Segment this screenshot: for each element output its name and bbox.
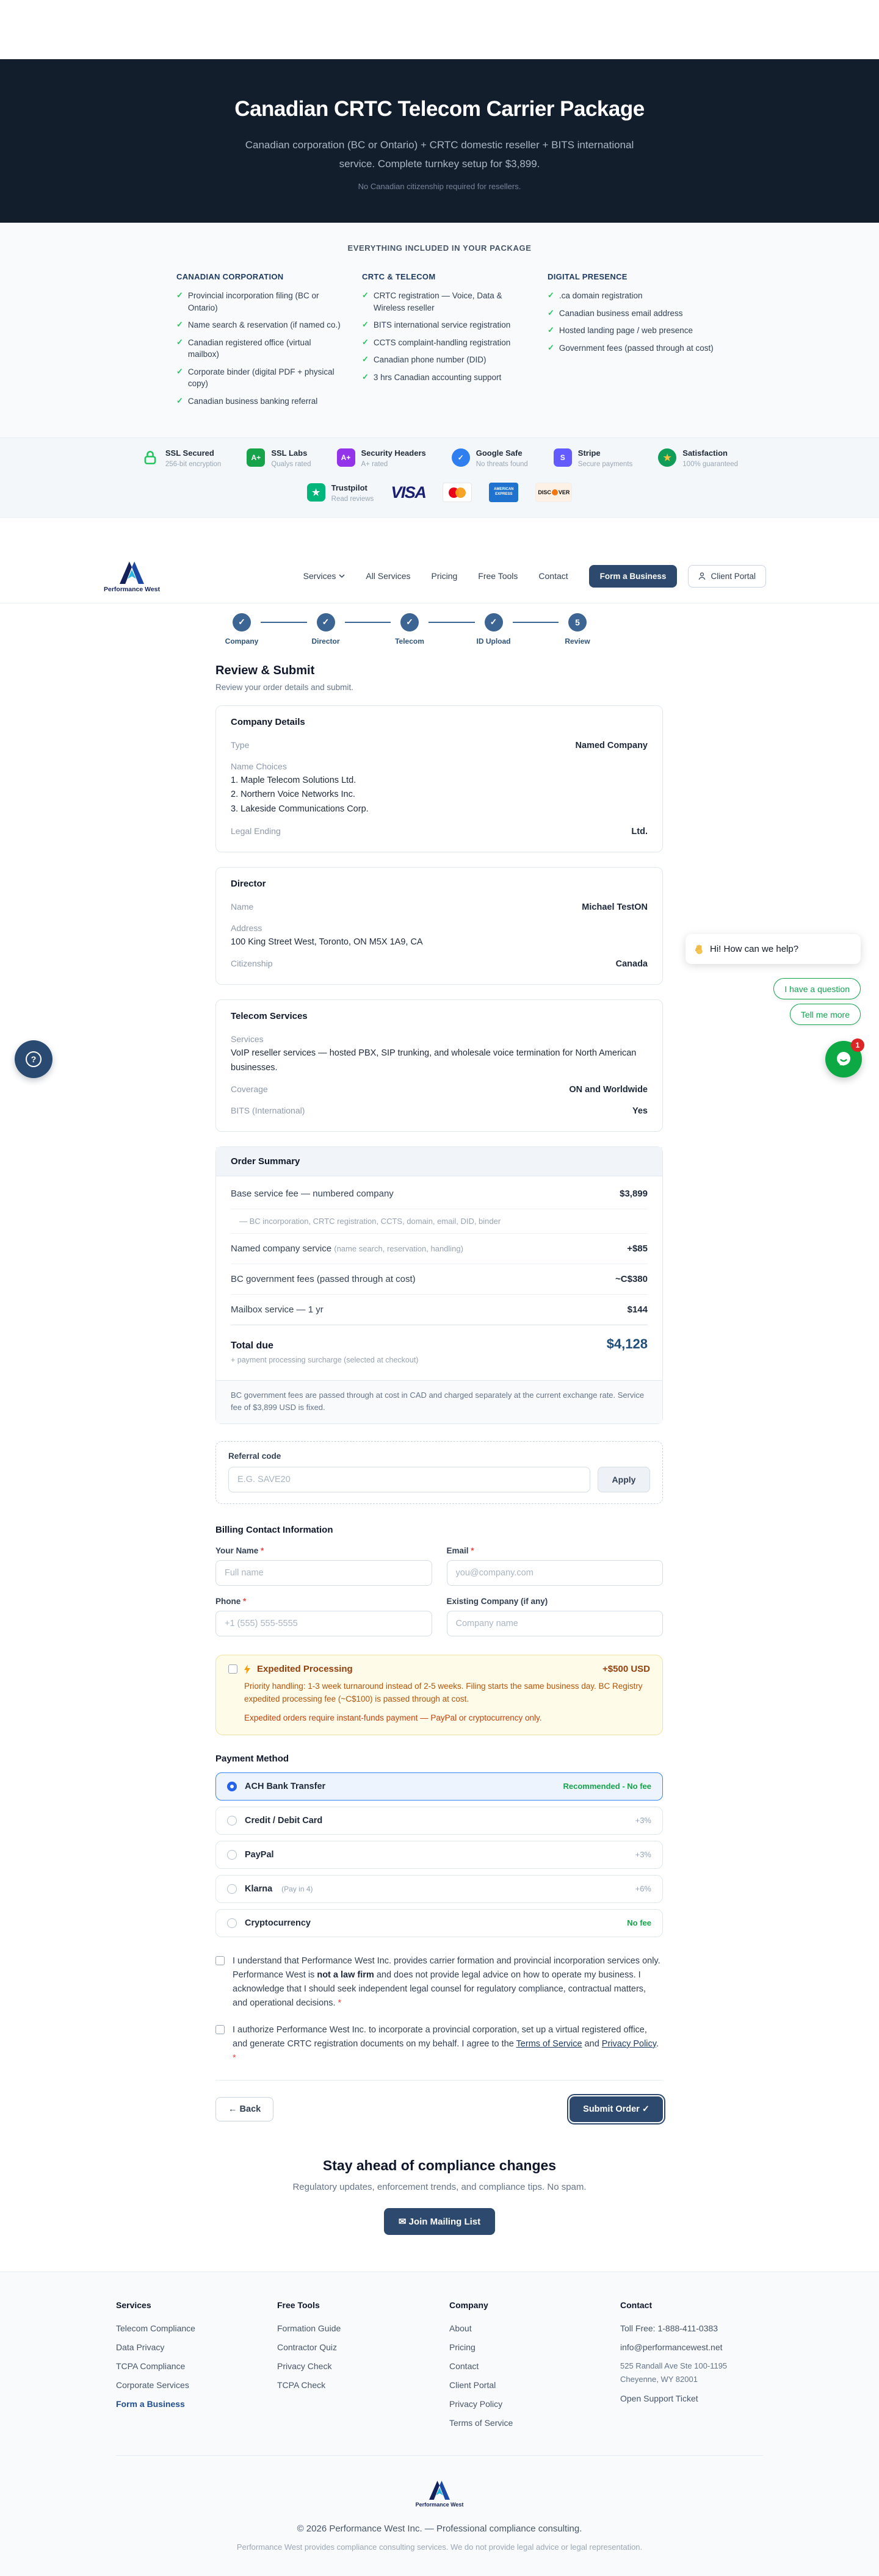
nav-item-free-tools[interactable]: Free Tools xyxy=(478,571,518,581)
order-summary-card xyxy=(215,1146,663,1424)
included-item: ✓ Canadian registered office (virtual mailbox) xyxy=(176,337,341,361)
brand-logo[interactable] xyxy=(104,559,160,593)
lightning-icon xyxy=(244,1664,251,1674)
services-value: VoIP reseller services — hosted PBX, SIP trunking, and wholesale voice termination for North American businesses. xyxy=(231,1048,637,1073)
payment-option[interactable]: Klarna (Pay in 4) +6% xyxy=(215,1875,663,1903)
footer-column-title: Services xyxy=(116,2300,151,2311)
agreement-row-disclaimer: I understand that Performance West Inc. provides carrier formation and provincial incorporation services only. Performance West is not a law firm and does not provide legal advice on how to operate my business. I acknowledge that I should seek independent legal counsel for regulatory compliance, contractual matters, and operational decisions. * xyxy=(215,1954,663,2011)
expedited-checkbox[interactable] xyxy=(228,1664,237,1674)
footer-link[interactable]: Pricing xyxy=(449,2342,476,2353)
nav-menu xyxy=(303,571,568,581)
radio-icon[interactable] xyxy=(227,1850,237,1860)
footer-link[interactable]: Privacy Check xyxy=(277,2361,332,2372)
required-asterisk: * xyxy=(471,1546,474,1556)
arrow-left-icon: ← xyxy=(228,2104,237,2115)
check-icon: ✓ xyxy=(362,354,369,364)
nav-item-all-services[interactable]: All Services xyxy=(366,571,411,581)
director-citizenship-row: Citizenship Canada xyxy=(231,959,648,970)
badge-stripe: S Stripe Secure payments xyxy=(554,448,633,468)
step-connector xyxy=(513,622,559,623)
footer-link[interactable]: Open Support Ticket xyxy=(620,2394,698,2404)
check-icon: ✓ xyxy=(362,337,369,347)
step-wrap xyxy=(475,613,559,646)
agreements xyxy=(215,1954,663,2065)
director-card xyxy=(215,867,663,985)
step-wrap xyxy=(391,613,475,646)
footer-link[interactable]: Data Privacy xyxy=(116,2342,165,2353)
step[interactable] xyxy=(475,613,513,646)
required-asterisk: * xyxy=(261,1546,264,1556)
payment-option[interactable]: Credit / Debit Card +3% xyxy=(215,1807,663,1835)
newsletter-subtitle: Regulatory updates, enforcement trends, and compliance tips. No spam. xyxy=(292,2182,587,2193)
step-label: Review xyxy=(565,636,590,646)
step[interactable] xyxy=(307,613,345,646)
expedited-box xyxy=(215,1655,663,1735)
footer-brand xyxy=(116,2479,763,2508)
step-connector xyxy=(345,622,391,623)
included-column-title: DIGITAL PRESENCE xyxy=(548,272,628,281)
step[interactable] xyxy=(223,613,261,646)
radio-icon[interactable] xyxy=(227,1816,237,1826)
included-column xyxy=(176,272,341,413)
name-choices-label-row: Name Choices xyxy=(231,761,287,771)
included-item: ✓ Corporate binder (digital PDF + physical copy) xyxy=(176,366,341,390)
legal-disclaimer: Performance West provides compliance consulting services. We do not provide legal advice or legal representation. xyxy=(236,2542,643,2552)
referral-box xyxy=(215,1441,663,1504)
footer-column xyxy=(449,2300,620,2437)
required-asterisk: * xyxy=(243,1597,247,1606)
included-item: ✓ Canadian business email address xyxy=(548,308,718,320)
footer-link[interactable]: 525 Randall Ave Ste 100-1195 xyxy=(620,2361,728,2371)
expedited-body-1: Priority handling: 1-3 week turnaround instead of 2-5 weeks. Filing starts the same business day. BC Registry expedited processing fee (~C$100) is passed through at cost. xyxy=(244,1682,643,1704)
chat-smiley-icon xyxy=(834,1049,853,1069)
billing-grid xyxy=(215,1546,663,1636)
step-label: Telecom xyxy=(395,636,424,646)
trust-badges-row xyxy=(0,448,879,468)
join-mailing-list-button[interactable]: ✉ Join Mailing List xyxy=(384,2208,495,2235)
footer-divider xyxy=(116,2455,763,2456)
radio-icon[interactable] xyxy=(227,1782,237,1791)
chat-quick-reply-question[interactable]: I have a question xyxy=(773,978,861,999)
billing-input[interactable] xyxy=(447,1560,664,1586)
check-icon: ✓ xyxy=(548,308,554,317)
check-icon: ✓ xyxy=(176,320,183,329)
summary-row-named-service: Named company service (name search, reservation, handling) +$85 xyxy=(231,1234,648,1264)
referral-label: Referral code xyxy=(228,1452,281,1461)
payment-option[interactable]: ACH Bank Transfer Recommended - No fee xyxy=(215,1772,663,1801)
director-address-value: 100 King Street West, Toronto, ON M5X 1A9, CA xyxy=(231,937,423,948)
fee-label: Recommended - No fee xyxy=(563,1782,651,1791)
newsletter-section xyxy=(0,2122,879,2272)
included-item: ✓ BITS international service registration xyxy=(362,319,527,331)
footer xyxy=(0,2272,879,2576)
mastercard-logo xyxy=(443,483,472,502)
footer-link[interactable]: TCPA Compliance xyxy=(116,2361,186,2372)
order-summary-body xyxy=(216,1176,662,1380)
included-item: ✓ .ca domain registration xyxy=(548,290,718,302)
total-due-row: Total due $4,128 xyxy=(231,1325,648,1353)
payment-option[interactable]: PayPal +3% xyxy=(215,1841,663,1869)
check-icon: ✓ xyxy=(362,320,369,329)
privacy-policy-link[interactable]: Privacy Policy xyxy=(601,2038,656,2049)
badge-ssl-secured: SSL Secured 256-bit encryption xyxy=(141,448,221,468)
included-item: ✓ Canadian phone number (DID) xyxy=(362,354,527,366)
form-actions xyxy=(215,2096,663,2122)
step-wrap xyxy=(307,613,391,646)
submit-order-button[interactable]: Submit Order ✓ xyxy=(570,2096,663,2122)
visa-logo: VISA xyxy=(391,483,426,502)
summary-row-base-note: — BC incorporation, CRTC registration, CCTS, domain, email, DID, binder xyxy=(231,1209,648,1234)
check-icon: ✓ xyxy=(176,337,183,347)
payment-options xyxy=(215,1772,663,1937)
footer-link[interactable]: Corporate Services xyxy=(116,2380,189,2391)
director-address-label-row: Address xyxy=(231,923,262,934)
company-type-row: Type Named Company xyxy=(231,739,648,750)
included-item: ✓ Name search & reservation (if named co.) xyxy=(176,319,341,331)
footer-column xyxy=(277,2300,449,2437)
fee-label: +3% xyxy=(635,1850,651,1860)
page-title: Review & Submit xyxy=(215,663,315,677)
terms-of-service-link[interactable]: Terms of Service xyxy=(516,2038,582,2049)
envelope-icon: ✉ xyxy=(398,2217,407,2228)
payment-heading: Payment Method xyxy=(215,1753,289,1764)
step[interactable] xyxy=(559,613,596,646)
nav-item-services[interactable]: Services xyxy=(303,571,345,581)
included-item: ✓ Canadian business banking referral xyxy=(176,395,341,408)
trustpilot-badge[interactable]: ★ Trustpilot Read reviews xyxy=(307,483,374,503)
included-item: ✓ CCTS complaint-handling registration xyxy=(362,337,527,349)
fee-label: +3% xyxy=(635,1816,651,1826)
footer-column xyxy=(116,2300,277,2437)
step-circle: ✓ xyxy=(400,613,419,631)
step-circle: ✓ xyxy=(485,613,503,631)
billing-field: Existing Company (if any) Company name xyxy=(447,1597,664,1636)
badge-ssl-labs: A+ SSL Labs Qualys rated xyxy=(247,448,311,468)
notification-badge: 1 xyxy=(851,1038,864,1052)
brand-name: Performance West xyxy=(415,2502,464,2508)
name-choice: 3. Lakeside Communications Corp. xyxy=(231,804,369,815)
step-label: Company xyxy=(225,636,259,646)
step-circle: ✓ xyxy=(233,613,251,631)
footer-link[interactable]: Terms of Service xyxy=(449,2418,513,2428)
check-icon: ✓ xyxy=(548,290,554,300)
check-icon: ✓ xyxy=(362,290,369,300)
client-portal-button[interactable]: Client Portal xyxy=(688,565,766,588)
included-item: ✓ Hosted landing page / web presence xyxy=(548,325,718,337)
radio-icon[interactable] xyxy=(227,1918,237,1928)
legal-ending-row: Legal Ending Ltd. xyxy=(231,826,648,837)
main-form xyxy=(215,603,663,2123)
included-item: ✓ 3 hrs Canadian accounting support xyxy=(362,372,527,384)
waving-hand-icon xyxy=(694,944,705,955)
hero-title: Canadian CRTC Telecom Carrier Package xyxy=(234,97,645,121)
check-icon: ✓ xyxy=(362,372,369,381)
footer-column-title: Free Tools xyxy=(277,2300,320,2311)
footer-link[interactable]: info@performancewest.net xyxy=(620,2342,723,2353)
summary-row-base-fee: Base service fee — numbered company $3,899 xyxy=(231,1179,648,1209)
included-heading: EVERYTHING INCLUDED IN YOUR PACKAGE xyxy=(347,243,532,253)
included-column-title: CRTC & TELECOM xyxy=(362,272,436,281)
star-icon: ★ xyxy=(658,448,676,467)
summary-row-mailbox: Mailbox service — 1 yr $144 xyxy=(231,1295,648,1325)
brand-emblem-icon xyxy=(115,559,148,584)
name-choice: 2. Northern Voice Networks Inc. xyxy=(231,790,355,800)
expedited-title: Expedited Processing xyxy=(257,1664,353,1675)
footer-link[interactable]: Client Portal xyxy=(449,2380,496,2391)
newsletter-heading: Stay ahead of compliance changes xyxy=(322,2157,557,2174)
hero-note: No Canadian citizenship required for resellers. xyxy=(358,182,521,192)
payment-option[interactable]: Cryptocurrency No fee xyxy=(215,1909,663,1937)
form-a-business-button[interactable]: Form a Business xyxy=(589,565,678,588)
name-choice: 1. Maple Telecom Solutions Ltd. xyxy=(231,775,356,785)
badge-satisfaction: ★ Satisfaction 100% guaranteed xyxy=(658,448,738,468)
help-fab-button[interactable] xyxy=(15,1040,52,1078)
referral-input[interactable] xyxy=(228,1467,590,1492)
total-amount: $4,128 xyxy=(606,1336,648,1351)
discover-logo: DISC VER xyxy=(535,483,572,502)
billing-input[interactable] xyxy=(215,1611,432,1636)
step-circle: 5 xyxy=(568,613,587,631)
services-label-row: Services xyxy=(231,1034,264,1045)
expedited-body-2: Expedited orders require instant-funds payment — PayPal or cryptocurrency only. xyxy=(244,1713,542,1722)
aplus-purple-icon: A+ xyxy=(337,448,355,467)
footer-column-title: Contact xyxy=(620,2300,653,2311)
question-mark-icon: ? xyxy=(26,1051,42,1067)
billing-input[interactable] xyxy=(447,1611,664,1636)
person-icon xyxy=(698,572,706,580)
card-title: Director xyxy=(231,879,266,890)
billing-input[interactable] xyxy=(215,1560,432,1586)
footer-link[interactable]: Formation Guide xyxy=(277,2323,341,2334)
stepper xyxy=(223,613,596,646)
included-item: ✓ Government fees (passed through at cost) xyxy=(548,342,718,354)
trust-section xyxy=(0,437,879,518)
order-summary-title: Order Summary xyxy=(216,1147,662,1176)
shield-check-icon: ✓ xyxy=(452,448,470,467)
card-title: Company Details xyxy=(231,716,305,727)
expedited-price: +$500 USD xyxy=(602,1664,650,1675)
billing-field: Email * you@company.com xyxy=(447,1546,664,1586)
check-icon: ✓ xyxy=(548,342,554,352)
order-summary-footnote: BC government fees are passed through at cost in CAD and charged separately at the current exchange rate. Service fee of $3,899 USD is fixed. xyxy=(216,1380,662,1423)
expedited-header xyxy=(228,1664,650,1674)
divider xyxy=(215,2080,663,2081)
billing-field: Phone * +1 (555) 555-5555 xyxy=(215,1597,432,1636)
check-icon: ✓ xyxy=(176,395,183,405)
included-item: ✓ Provincial incorporation filing (BC or Ontario) xyxy=(176,290,341,314)
chevron-down-icon xyxy=(339,574,345,578)
step-wrap xyxy=(223,613,307,646)
billing-heading: Billing Contact Information xyxy=(215,1525,333,1536)
step[interactable] xyxy=(391,613,429,646)
included-section xyxy=(0,223,879,437)
payment-logos-row xyxy=(0,483,879,503)
footer-link[interactable]: About xyxy=(449,2323,472,2334)
step-connector xyxy=(429,622,475,623)
trustpilot-star-icon: ★ xyxy=(307,483,325,502)
company-details-card xyxy=(215,705,663,853)
apply-button[interactable]: Apply xyxy=(598,1467,650,1492)
chat-quick-reply-tell-more[interactable]: Tell me more xyxy=(790,1004,861,1025)
director-name-row: Name Michael TestON xyxy=(231,902,648,913)
step-wrap xyxy=(559,613,596,646)
footer-link[interactable]: Privacy Policy xyxy=(449,2399,503,2409)
footer-link[interactable]: Cheyenne, WY 82001 xyxy=(620,2375,698,2384)
disclaimer-checkbox[interactable] xyxy=(215,1956,225,1965)
discover-dot-icon xyxy=(552,489,558,495)
step-label: Director xyxy=(311,636,340,646)
hero-section xyxy=(0,59,879,223)
included-columns xyxy=(176,272,879,413)
surcharge-note: + payment processing surcharge (selected at checkout) xyxy=(231,1355,419,1364)
summary-row-gov-fees: BC government fees (passed through at cost) ~C$380 xyxy=(231,1264,648,1295)
name-choices-list xyxy=(231,772,648,821)
footer-link[interactable]: Form a Business xyxy=(116,2399,185,2409)
check-icon: ✓ xyxy=(548,325,554,335)
nav-item-pricing[interactable]: Pricing xyxy=(431,571,458,581)
coverage-row: Coverage ON and Worldwide xyxy=(231,1084,648,1095)
lock-icon xyxy=(141,448,159,467)
navbar xyxy=(0,518,879,603)
included-column xyxy=(548,272,718,413)
telecom-services-card xyxy=(215,999,663,1131)
badge-google-safe: ✓ Google Safe No threats found xyxy=(452,448,528,468)
authorize-checkbox[interactable] xyxy=(215,2025,225,2034)
fee-label: No fee xyxy=(627,1918,651,1928)
chat-launcher-button[interactable] xyxy=(825,1041,862,1078)
nav-item-contact[interactable]: Contact xyxy=(538,571,568,581)
footer-column-title: Company xyxy=(449,2300,488,2311)
agreement-row-authorize: I authorize Performance West Inc. to incorporate a provincial corporation, set up a virtual registered office, and generate CRTC registration documents on my behalf. I agree to the Terms of Service and Privacy Policy. * xyxy=(215,2023,663,2066)
radio-icon[interactable] xyxy=(227,1884,237,1894)
step-label: ID Upload xyxy=(476,636,511,646)
footer-link[interactable]: TCPA Check xyxy=(277,2380,326,2391)
copyright: © 2026 Performance West Inc. — Professional compliance consulting. xyxy=(297,2524,582,2535)
page-subtitle: Review your order details and submit. xyxy=(215,682,353,692)
badge-security-headers: A+ Security Headers A+ rated xyxy=(337,448,426,468)
card-title: Telecom Services xyxy=(231,1011,308,1022)
footer-link[interactable]: Toll Free: 1-888-411-0383 xyxy=(620,2323,718,2334)
amex-logo: AMERICAN EXPRESS xyxy=(489,483,518,502)
back-button[interactable]: ← Back xyxy=(215,2097,273,2121)
included-item: ✓ CRTC registration — Voice, Data & Wireless reseller xyxy=(362,290,527,314)
check-icon: ✓ xyxy=(176,366,183,376)
brand-emblem-icon xyxy=(425,2479,454,2500)
stripe-icon: S xyxy=(554,448,572,467)
top-spacer xyxy=(0,0,879,59)
included-column xyxy=(362,272,527,413)
billing-field: Your Name * Full name xyxy=(215,1546,432,1586)
check-icon: ✓ xyxy=(176,290,183,300)
check-icon: ✓ xyxy=(642,2104,649,2115)
included-column-title: CANADIAN CORPORATION xyxy=(176,272,284,281)
aplus-green-icon: A+ xyxy=(247,448,265,467)
footer-link[interactable]: Contact xyxy=(449,2361,479,2372)
fee-label: +6% xyxy=(635,1884,651,1894)
step-circle: ✓ xyxy=(317,613,335,631)
step-connector xyxy=(261,622,307,623)
footer-column xyxy=(620,2300,763,2437)
bits-row: BITS (International) Yes xyxy=(231,1105,648,1116)
footer-link[interactable]: Contractor Quiz xyxy=(277,2342,338,2353)
footer-columns xyxy=(116,2300,763,2437)
hero-subtitle: Canadian corporation (BC or Ontario) + CRTC domestic reseller + BITS international service. Complete turnkey setup for $3,899. xyxy=(245,139,634,170)
brand-name: Performance West xyxy=(104,585,161,593)
chat-greeting-bubble[interactable]: Hi! How can we help? xyxy=(685,934,861,964)
footer-link[interactable]: Telecom Compliance xyxy=(116,2323,195,2334)
